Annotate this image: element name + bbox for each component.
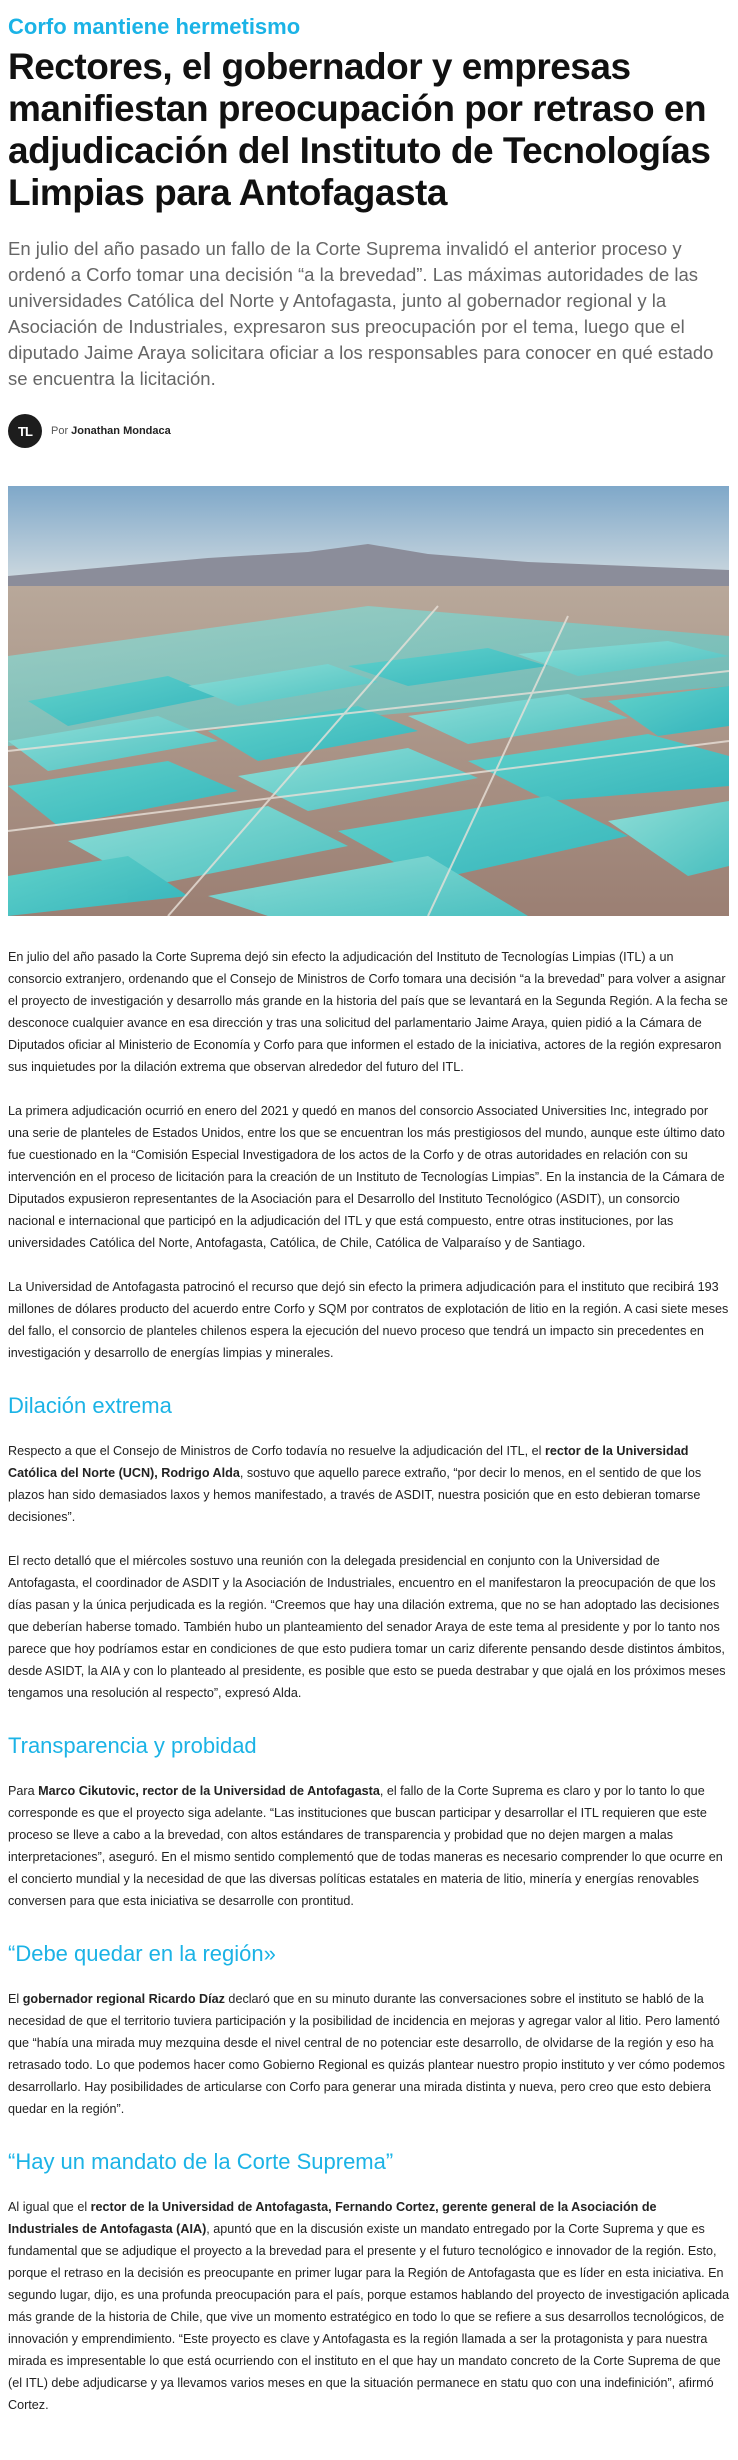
paragraph-1: En julio del año pasado la Corte Suprema dejó sin efecto la adjudicación del Instituto de Tecnologías Limpias (ITL) a un consorcio extranjero, ordenando que el Consejo de Ministros de Corfo tomara una decisión “a la brevedad” para volver a asignar el proyecto de investigación y desarrollo más grande en la historia del país que se levantará en la Segunda Región. A la fecha se desconoce cualquier avance en esa dirección y tras una solicitud del parlamentario Jaime Araya, quien pidió a la Cámara de Diputados oficiar al Ministerio de Economía y Corfo para que informen el estado de la iniciativa, actores de la región expresaron sus inquietudes por la dilación extrema que observan alrededor del futuro del ITL.	[8, 950, 728, 1074]
subheading-region: “Debe quedar en la región»	[8, 1941, 276, 1966]
salt-flat-photo	[8, 486, 729, 916]
article-kicker: Corfo mantiene hermetismo	[8, 14, 301, 39]
p8-text-c: , apuntó que en la discusión existe un mandato entregado por la Corte Suprema y que es fundamental que se adjudique el proyecto a la brevedad para el presente y el futuro tecnológico e innovador de la región. Esto, porque el retraso en la decisión es preocupante en primer lugar para la Región de Antofagasta que es líder en esta iniciativa. En segundo lugar, dijo, es una profunda preocupación para el país, porque estamos hablando del proyecto de investigación aplicada más grande de la historia de Chile, que vive un momento estratégico en todo lo que se refiere a sus desarrollos tecnológicos, de innovación y emprendimiento. “Este proyecto es clave y Antofagasta es la región llamada a ser la protagonista y para nuestra mirada es impresentable lo que está ocurriendo con el instituto en el que hay un mandato concreto de la Corte Suprema de que (el ITL) debe adjudicarse y ya llevamos varios meses en que la situación permanece en statu quo con una indefinición”, afirmó Cortez.	[8, 2222, 730, 2412]
p8-bold: rector de la Universidad de Antofagasta, Fernando Cortez, gerente general de la Asociación de Industriales de Antofagasta (AIA)	[8, 2200, 657, 2236]
paragraph-7	[8, 1988, 730, 2120]
byline	[8, 414, 730, 448]
article-headline: Rectores, el gobernador y empresas manifiestan preocupación por retraso en adjudicación del Instituto de Tecnologías Limpias para Antofagasta	[8, 46, 711, 213]
paragraph-3: La Universidad de Antofagasta patrocinó el recurso que dejó sin efecto la primera adjudicación para el instituto que recibirá 193 millones de dólares producto del acuerdo entre Corfo y SQM por contratos de explotación de litio en la región. A casi siete meses del fallo, el consorcio de planteles chilenos espera la ejecución del nuevo proceso que tendrá un impacto sin precedentes en investigación y desarrollo de energías limpias y minerales.	[8, 1280, 729, 1360]
p6-text-a: Para	[8, 1784, 39, 1798]
article-body	[8, 946, 730, 2416]
author-avatar[interactable]	[8, 414, 42, 448]
subheading-mandato: “Hay un mandato de la Corte Suprema”	[8, 2149, 394, 2174]
p6-text-c: , el fallo de la Corte Suprema es claro y por lo tanto lo que corresponde es que el proyecto siga adelante. “Las instituciones que buscan participar y desarrollar el ITL requieren que este proceso se lleve a cabo a la brevedad, con altos estándares de transparencia y probidad que no dejen margen a malas interpretaciones”, aseguró. En el mismo sentido complementó que de todas maneras es necesario comprender lo que ocurre en el concierto mundial y la necesidad de que las diversas políticas estatales en materia de litio, minería y energías renovables conversen para que esta iniciativa se desarrolle con prontitud.	[8, 1784, 723, 1908]
article-lead: En julio del año pasado un fallo de la Corte Suprema invalidó el anterior proceso y ordenó a Corfo tomar una decisión “a la brevedad”. Las máximas autoridades de las universidades Católica del Norte y Antofagasta, junto al gobernador regional y la Asociación de Industriales, expresaron sus preocupación por el tema, luego que el diputado Jaime Araya solicitara oficiar a los responsables para conocer en qué estado se encuentra la licitación.	[8, 238, 714, 389]
p6-bold: Marco Cikutovic, rector de la Universidad de Antofagasta	[38, 1784, 380, 1798]
paragraph-8	[8, 2196, 730, 2416]
author-name[interactable]: Jonathan Mondaca	[71, 425, 171, 437]
p4-text-a: Respecto a que el Consejo de Ministros de Corfo todavía no resuelve la adjudicación del ITL, el	[8, 1444, 545, 1458]
paragraph-5: El recto detalló que el miércoles sostuvo una reunión con la delegada presidencial en conjunto con la Universidad de Antofagasta, el coordinador de ASDIT y la Asociación de Industriales, encuentro en el manifestaron la preocupación de que los días pasan y la única perjudicada es la región. “Creemos que hay una dilación extrema, que no se han adoptado las decisiones que deberían haberse tomado. También hubo un planteamiento del senador Araya de este tema al presidente y por lo tanto nos parece que hoy podríamos estar en condiciones de que esto pudiera tomar un cariz diferente pensando desde distintos ámbitos, desde ASIDT, la AIA y con lo planteado al presidente, es posible que esto se pueda destrabar y que ojalá en los próximos meses tengamos una resolución al respecto”, expresó Alda.	[8, 1554, 726, 1700]
paragraph-2: La primera adjudicación ocurrió en enero del 2021 y quedó en manos del consorcio Associated Universities Inc, integrado por una serie de planteles de Estados Unidos, entre los que se encuentran los más prestigiosos del mundo, aunque este último dato fue cuestionado en la “Comisión Especial Investigadora de los actos de la Corfo y de otras autoridades en relación con su intervención en el proceso de licitación para la creación de un Instituto de Tecnologías Limpias”. En la instancia de la Cámara de Diputados expusieron representantes de la Asociación para el Desarrollo del Instituto Tecnológico (ASDIT), un consorcio nacional e internacional que participó en la adjudicación del ITL y que está compuesto, entre otras instituciones, por las universidades Católica del Norte, Antofagasta, Católica, de Chile, Católica de Valparaíso y de Santiago.	[8, 1104, 725, 1250]
p7-text-a: El	[8, 1992, 23, 2006]
p7-bold: gobernador regional Ricardo Díaz	[22, 1992, 225, 2006]
p8-text-a: Al igual que el	[8, 2200, 91, 2214]
p4-bold: rector de la Universidad Católica del Norte (UCN), Rodrigo Alda	[8, 1444, 689, 1480]
p7-text-c: declaró que en su minuto durante las conversaciones sobre el instituto se habló de la necesidad de que el territorio tuviera participación y la posibilidad de incidencia en mejoras y agregar valor al litio. Pero lamentó que “había una mirada muy mezquina desde el nivel central de no potenciar este desarrollo, de olvidarse de la región y eso ha retrasado todo. Lo que podemos hacer como Gobierno Regional es quizás plantear nuestro propio instituto y ver cómo podemos desarrollarlo. Hay posibilidades de articularse con Corfo para generar una mirada distinta y nueva, pero creo que esto debiera quedar en la región”.	[8, 1992, 725, 2116]
subheading-dilacion: Dilación extrema	[8, 1393, 172, 1418]
byline-prefix: Por	[51, 425, 69, 437]
p4-text-c: , sostuvo que aquello parece extraño, “por decir lo menos, en el sentido de que los plazos han sido demasiados laxos y hemos manifestado, a través de ASDIT, nuestra posición que en esto debieran tomarse decisiones”.	[8, 1466, 702, 1524]
paragraph-4	[8, 1440, 730, 1528]
paragraph-6	[8, 1780, 730, 1912]
subheading-transparencia: Transparencia y probidad	[8, 1733, 257, 1758]
avatar-text: TL	[18, 423, 32, 439]
